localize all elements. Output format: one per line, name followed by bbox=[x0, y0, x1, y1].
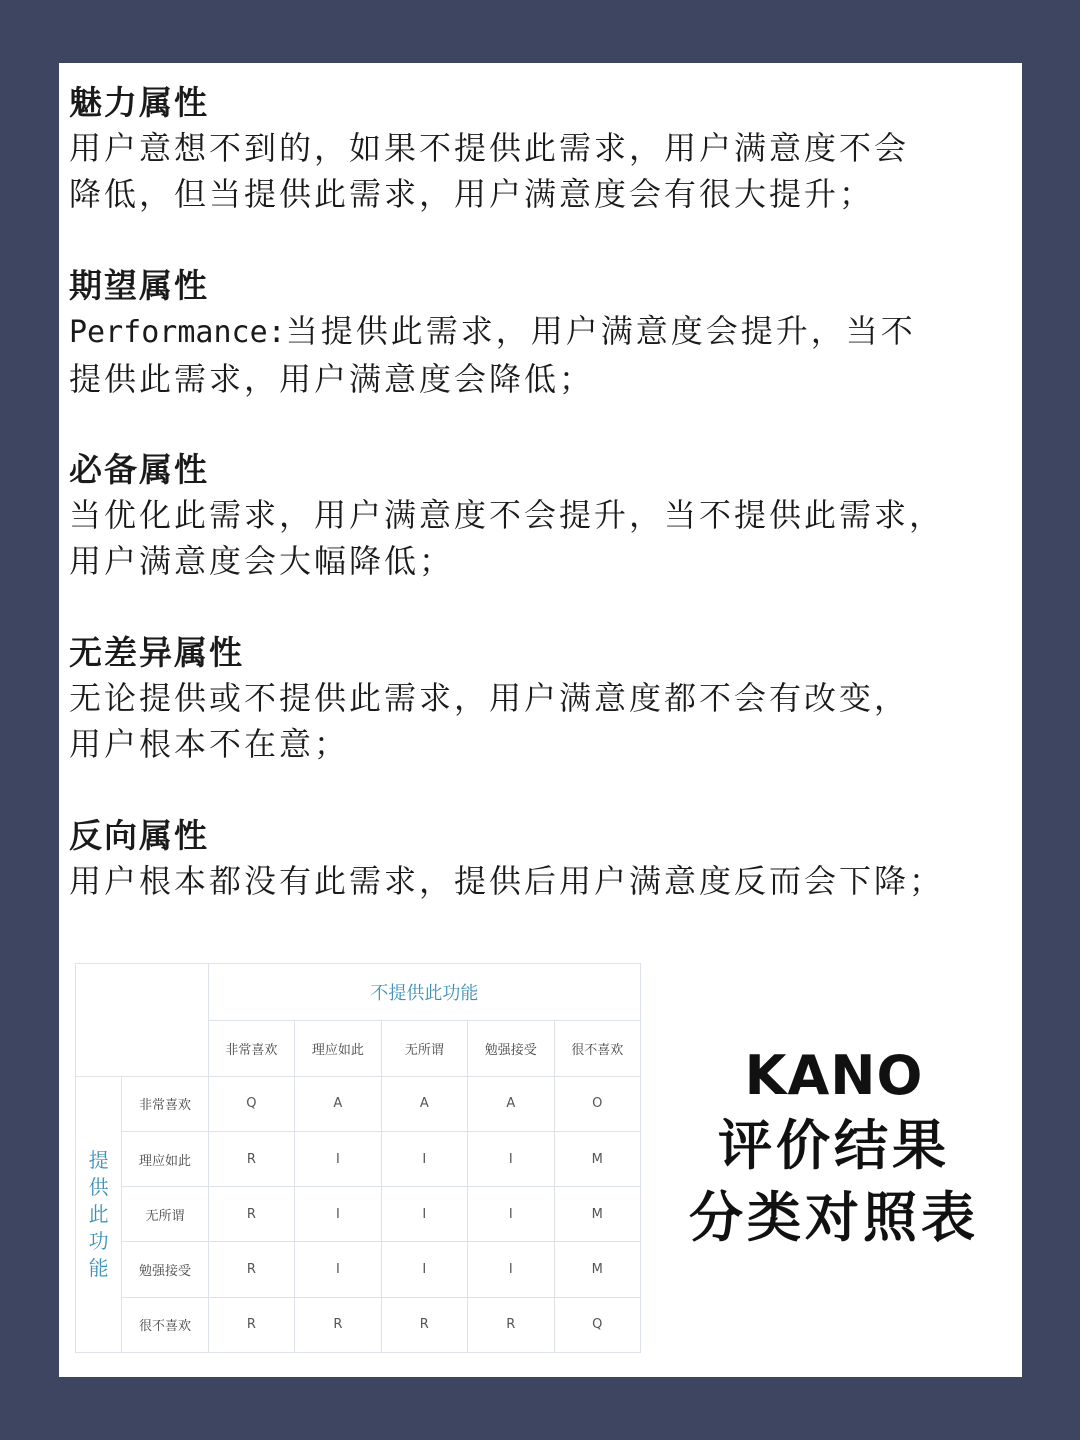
table-cell: R bbox=[208, 1131, 294, 1186]
section-body bbox=[69, 675, 1014, 767]
section-body bbox=[69, 125, 1014, 217]
kano-table bbox=[75, 963, 641, 1353]
content-card bbox=[59, 63, 1022, 1377]
section-title: 无差异属性 bbox=[69, 633, 244, 672]
table-cell: Q bbox=[208, 1076, 294, 1131]
section-line: 用户根本都没有此需求，提供后用户满意度反而会下降； bbox=[69, 862, 945, 900]
side-title-line2: 评价结果 bbox=[718, 1113, 950, 1177]
column-header: 理应如此 bbox=[295, 1021, 381, 1076]
section-latin-term: Performance: bbox=[69, 315, 286, 350]
table-cell: I bbox=[381, 1187, 467, 1242]
table-cell: M bbox=[554, 1187, 641, 1242]
table-cell: R bbox=[208, 1297, 294, 1352]
section-attractive bbox=[69, 81, 1014, 217]
table-row bbox=[76, 1131, 641, 1186]
table-row bbox=[76, 1242, 641, 1297]
table-cell: R bbox=[208, 1187, 294, 1242]
row-header: 非常喜欢 bbox=[122, 1076, 208, 1131]
table-cell: O bbox=[554, 1076, 641, 1131]
section-performance bbox=[69, 264, 1014, 402]
column-header: 非常喜欢 bbox=[208, 1021, 294, 1076]
column-header: 很不喜欢 bbox=[554, 1021, 641, 1076]
table-cell: R bbox=[208, 1242, 294, 1297]
section-body bbox=[69, 858, 1014, 904]
section-line: 用户意想不到的，如果不提供此需求，用户满意度不会 bbox=[69, 129, 910, 167]
table-cell: R bbox=[468, 1297, 554, 1352]
row-header: 很不喜欢 bbox=[122, 1297, 208, 1352]
table-body bbox=[76, 1076, 641, 1352]
section-body bbox=[69, 492, 1014, 584]
section-body bbox=[69, 308, 1014, 402]
section-reverse bbox=[69, 814, 1014, 904]
row-header: 无所谓 bbox=[122, 1187, 208, 1242]
table-cell: I bbox=[295, 1242, 381, 1297]
section-indifferent bbox=[69, 631, 1014, 767]
side-title bbox=[669, 1043, 999, 1253]
table-cell: A bbox=[295, 1076, 381, 1131]
row-group-header: 提 供 此 功 能 bbox=[76, 1076, 122, 1352]
row-header: 勉强接受 bbox=[122, 1242, 208, 1297]
table-row bbox=[76, 1297, 641, 1352]
table-corner bbox=[76, 964, 209, 1077]
section-line: 降低，但当提供此需求，用户满意度会有很大提升； bbox=[69, 175, 875, 213]
table-cell: Q bbox=[554, 1297, 641, 1352]
section-line: 用户满意度会大幅降低； bbox=[69, 542, 455, 580]
column-group-header: 不提供此功能 bbox=[208, 964, 640, 1021]
table-row bbox=[76, 1076, 641, 1131]
section-line: 当提供此需求，用户满意度会提升，当不 bbox=[285, 312, 916, 350]
section-title: 反向属性 bbox=[69, 816, 209, 855]
table-cell: I bbox=[468, 1242, 554, 1297]
row-header: 理应如此 bbox=[122, 1131, 208, 1186]
section-line: 提供此需求，用户满意度会降低； bbox=[69, 360, 595, 398]
side-title-line3: 分类对照表 bbox=[689, 1185, 979, 1249]
table-cell: R bbox=[381, 1297, 467, 1352]
section-line: 用户根本不在意； bbox=[69, 725, 350, 763]
section-line: 无论提供或不提供此需求，用户满意度都不会有改变， bbox=[69, 679, 910, 717]
table-cell: I bbox=[295, 1131, 381, 1186]
table-cell: M bbox=[554, 1131, 641, 1186]
table-cell: A bbox=[381, 1076, 467, 1131]
column-header: 勉强接受 bbox=[468, 1021, 554, 1076]
table-cell: M bbox=[554, 1242, 641, 1297]
section-title: 必备属性 bbox=[69, 450, 209, 489]
table-cell: A bbox=[468, 1076, 554, 1131]
table-row bbox=[76, 1187, 641, 1242]
table-cell: I bbox=[381, 1242, 467, 1297]
column-header: 无所谓 bbox=[381, 1021, 467, 1076]
section-title: 期望属性 bbox=[69, 266, 209, 305]
section-must-be bbox=[69, 448, 1014, 584]
table-cell: I bbox=[468, 1187, 554, 1242]
table-cell: R bbox=[295, 1297, 381, 1352]
section-line: 当优化此需求，用户满意度不会提升，当不提供此需求， bbox=[69, 496, 945, 534]
table-cell: I bbox=[381, 1131, 467, 1186]
side-title-line1: KANO bbox=[744, 1044, 924, 1107]
section-title: 魅力属性 bbox=[69, 83, 209, 122]
table-cell: I bbox=[468, 1131, 554, 1186]
table-cell: I bbox=[295, 1187, 381, 1242]
